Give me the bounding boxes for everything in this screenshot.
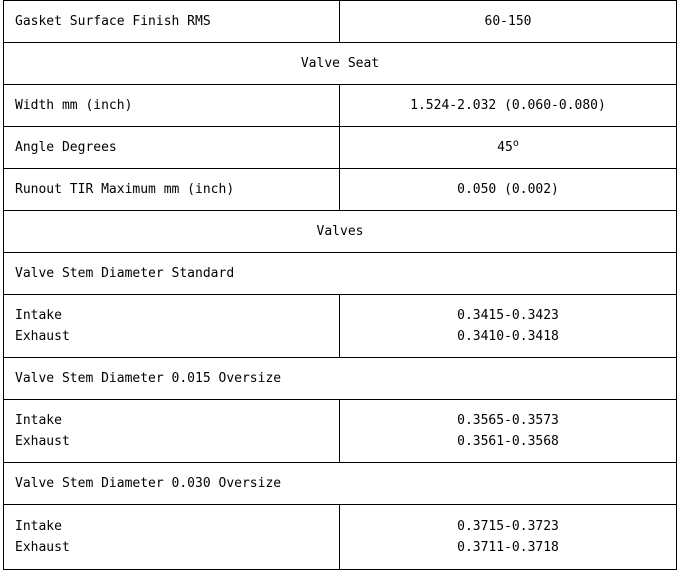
intake-label: Intake [15, 413, 62, 428]
intake-value: 0.3565-0.3573 [457, 413, 559, 428]
row-label: Width mm (inch) [4, 85, 340, 127]
table-row-stem-standard-values [4, 295, 677, 358]
subheader-stem-030-oversize [4, 463, 677, 505]
table-row-seat-width [4, 85, 677, 127]
subheader-stem-015-oversize [4, 358, 677, 400]
row-label: Gasket Surface Finish RMS [4, 1, 340, 43]
specifications-table [3, 0, 677, 570]
row-labels [4, 400, 340, 463]
exhaust-label: Exhaust [15, 329, 70, 344]
subheader-stem-standard [4, 253, 677, 295]
table-row-gasket-finish [4, 1, 677, 43]
row-label: Runout TIR Maximum mm (inch) [4, 169, 340, 211]
subheader-label: Valve Stem Diameter 0.030 Oversize [4, 463, 677, 505]
row-labels [4, 295, 340, 358]
row-values [340, 505, 677, 570]
exhaust-label: Exhaust [15, 434, 70, 449]
section-header-valves [4, 211, 677, 253]
exhaust-label: Exhaust [15, 540, 70, 555]
section-title: Valves [4, 211, 677, 253]
exhaust-value: 0.3561-0.3568 [457, 434, 559, 449]
row-value: 0.050 (0.002) [340, 169, 677, 211]
table-row-seat-runout [4, 169, 677, 211]
intake-value: 0.3415-0.3423 [457, 308, 559, 323]
intake-label: Intake [15, 308, 62, 323]
intake-label: Intake [15, 519, 62, 534]
row-value: 45 [497, 140, 513, 155]
degree-symbol: o [512, 138, 519, 149]
row-values [340, 400, 677, 463]
table-row-stem-030-values [4, 505, 677, 570]
table-row-seat-angle [4, 127, 677, 169]
row-labels [4, 505, 340, 570]
row-label: Angle Degrees [4, 127, 340, 169]
section-header-valve-seat [4, 43, 677, 85]
exhaust-value: 0.3711-0.3718 [457, 540, 559, 555]
row-value: 60-150 [340, 1, 677, 43]
section-title: Valve Seat [4, 43, 677, 85]
row-values [340, 295, 677, 358]
row-value: 1.524-2.032 (0.060-0.080) [340, 85, 677, 127]
subheader-label: Valve Stem Diameter 0.015 Oversize [4, 358, 677, 400]
exhaust-value: 0.3410-0.3418 [457, 329, 559, 344]
table-row-stem-015-values [4, 400, 677, 463]
row-value-cell [340, 127, 677, 169]
subheader-label: Valve Stem Diameter Standard [4, 253, 677, 295]
intake-value: 0.3715-0.3723 [457, 519, 559, 534]
